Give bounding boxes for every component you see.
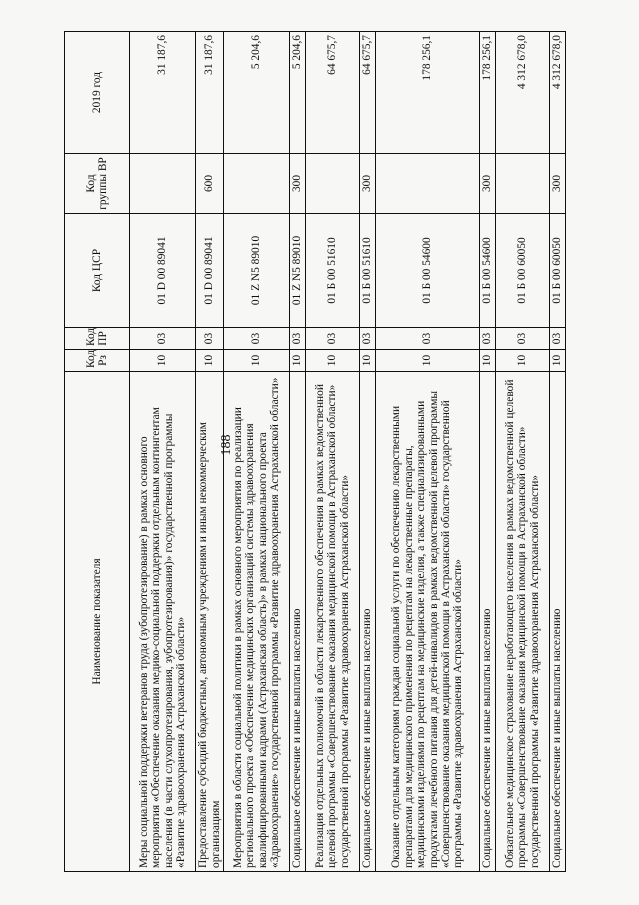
table-row (306, 32, 360, 872)
row-name-cell: Социальное обеспечение и иные выплаты населению (360, 372, 376, 872)
row-csr-cell: 01 Б 00 51610 (360, 214, 376, 328)
row-pr-cell: 03 (376, 328, 480, 350)
row-csr-cell: 01 Б 00 60050 (496, 214, 550, 328)
row-name-cell: Мероприятия в области социальной политики в рамках основного мероприятия по реализации регионального проекта «Обеспечение медицинских организаций системы здравоохранения квалифицированными кадрами (Астраханская область)» в рамках национального проекта «Здравоохранение» государственной программы «Развитие здравоохранения Астраханской области» (224, 372, 290, 872)
table-row (550, 32, 566, 872)
row-rz-cell: 10 (376, 350, 480, 372)
row-pr-cell: 03 (290, 328, 306, 350)
row-csr-cell: 01 Б 00 54600 (376, 214, 480, 328)
row-vr-cell: 300 (550, 154, 566, 214)
header-name: Наименование показателя (65, 372, 130, 872)
page-number: 188 (219, 434, 234, 456)
row-csr-cell: 01 D 00 89041 (130, 214, 196, 328)
row-rz-cell: 10 (306, 350, 360, 372)
row-vr-cell: 300 (480, 154, 496, 214)
row-rz-cell: 10 (360, 350, 376, 372)
row-name-cell: Меры социальной поддержки ветеранов труда (зубопротезирование) в рамках основного мероприятия «Обеспечение оказания медико-социальной поддержки отдельным контингентам населения (в части слухопротезирования, зубопротезирования)» государственной программы «Развитие здравоохранения Астраханской области» (130, 372, 196, 872)
budget-table-sheet (64, 32, 576, 872)
row-pr-cell: 03 (306, 328, 360, 350)
table-row (496, 32, 550, 872)
row-vr-cell: 300 (290, 154, 306, 214)
header-rz: Код Рз (65, 350, 130, 372)
row-pr-cell: 03 (550, 328, 566, 350)
row-amount-cell: 5 204,6 (290, 32, 306, 154)
row-amount-cell: 4 312 678,0 (496, 32, 550, 154)
row-rz-cell: 10 (290, 350, 306, 372)
row-pr-cell: 03 (196, 328, 224, 350)
row-rz-cell: 10 (480, 350, 496, 372)
row-vr-cell (376, 154, 480, 214)
row-name-cell: Социальное обеспечение и иные выплаты населению (290, 372, 306, 872)
row-amount-cell: 31 187,6 (196, 32, 224, 154)
row-csr-cell: 01 Z N5 89010 (224, 214, 290, 328)
table-header-row (65, 32, 130, 872)
row-name-cell: Социальное обеспечение и иные выплаты населению (550, 372, 566, 872)
row-rz-cell: 10 (224, 350, 290, 372)
row-csr-cell: 01 Б 00 54600 (480, 214, 496, 328)
row-amount-cell: 31 187,6 (130, 32, 196, 154)
budget-table (64, 31, 566, 872)
row-csr-cell: 01 Z N5 89010 (290, 214, 306, 328)
row-csr-cell: 01 D 00 89041 (196, 214, 224, 328)
row-csr-cell: 01 Б 00 60050 (550, 214, 566, 328)
row-amount-cell: 4 312 678,0 (550, 32, 566, 154)
row-amount-cell: 64 675,7 (360, 32, 376, 154)
row-vr-cell: 600 (196, 154, 224, 214)
row-csr-cell: 01 Б 00 51610 (306, 214, 360, 328)
row-name-cell: Предоставление субсидий бюджетным, автономным учреждениям и иным некоммерческим организациям (196, 372, 224, 872)
table-row (224, 32, 290, 872)
row-pr-cell: 03 (480, 328, 496, 350)
table-row (480, 32, 496, 872)
row-amount-cell: 64 675,7 (306, 32, 360, 154)
header-year: 2019 год (65, 32, 130, 154)
table-row (130, 32, 196, 872)
row-vr-cell (224, 154, 290, 214)
row-vr-cell (496, 154, 550, 214)
row-amount-cell: 178 256,1 (376, 32, 480, 154)
row-vr-cell (130, 154, 196, 214)
row-pr-cell: 03 (360, 328, 376, 350)
header-pr: Код ПР (65, 328, 130, 350)
header-vr: Код группы ВР (65, 154, 130, 214)
row-rz-cell: 10 (130, 350, 196, 372)
table-row (376, 32, 480, 872)
table-row (360, 32, 376, 872)
row-name-cell: Оказание отдельным категориям граждан социальной услуги по обеспечению лекарственными препаратами для медицинского применения по рецептам на лекарственные препараты, медицинскими изделиями по рецептам на медицинские изделия, а также специализированными продуктами лечебного питания для детей-инвалидов в рамках ведомственной целевой программы «Совершенствование оказания медицинской помощи в Астраханской области» государственной программы «Развитие здравоохранения Астраханской области» (376, 372, 480, 872)
row-rz-cell: 10 (496, 350, 550, 372)
table-row (196, 32, 224, 872)
row-amount-cell: 5 204,6 (224, 32, 290, 154)
row-name-cell: Обязательное медицинское страхование неработающего населения в рамках ведомственной целевой программы «Совершенствование оказания медицинской помощи в Астраханской области» государственной программы «Развитие здравоохранения Астраханской области» (496, 372, 550, 872)
table-body (130, 32, 566, 872)
row-pr-cell: 03 (496, 328, 550, 350)
row-name-cell: Социальное обеспечение и иные выплаты населению (480, 372, 496, 872)
row-amount-cell: 178 256,1 (480, 32, 496, 154)
row-rz-cell: 10 (550, 350, 566, 372)
row-pr-cell: 03 (224, 328, 290, 350)
row-rz-cell: 10 (196, 350, 224, 372)
table-row (290, 32, 306, 872)
row-name-cell: Реализация отдельных полномочий в области лекарственного обеспечения в рамках ведомственной целевой программы «Совершенствование оказания медицинской помощи в Астраханской области» государственной программы «Развитие здравоохранения Астраханской области» (306, 372, 360, 872)
row-vr-cell (306, 154, 360, 214)
row-pr-cell: 03 (130, 328, 196, 350)
row-vr-cell: 300 (360, 154, 376, 214)
header-csr: Код ЦСР (65, 214, 130, 328)
